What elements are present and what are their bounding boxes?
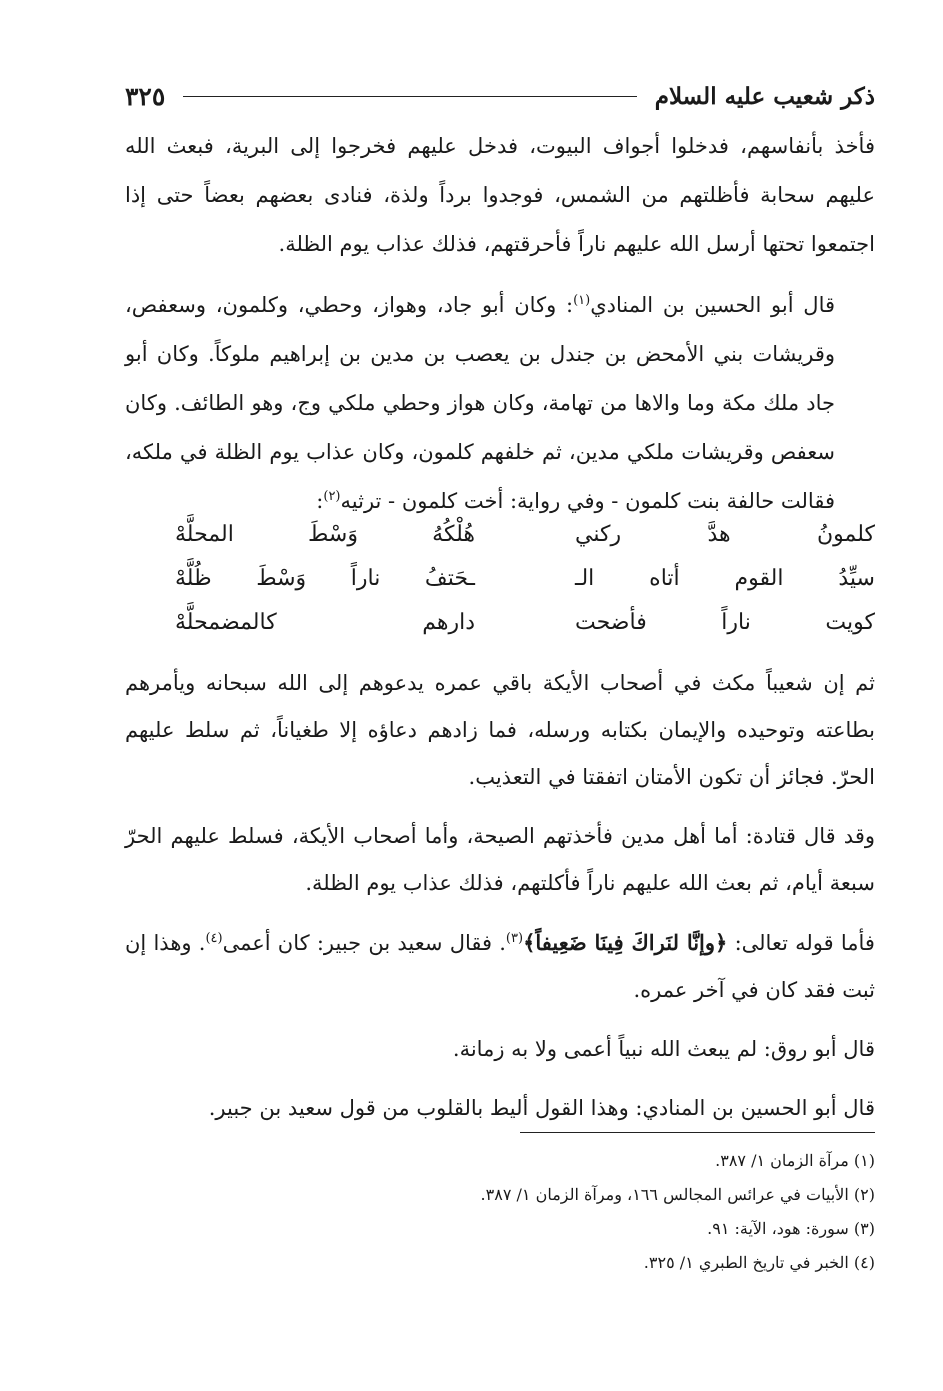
verse-first-hemistich: كويت ناراً فأضحت (575, 609, 875, 635)
poem-verse (175, 600, 875, 644)
footnote: (٢) الأبيات في عرائس المجالس ١٦٦، ومرآة الزمان ١/ ٣٨٧. (480, 1185, 875, 1204)
paragraph-2-part-a: قال أبو الحسين بن المنادي (590, 293, 836, 317)
footnote: (٣) سورة: هود، الآية: ٩١. (707, 1219, 875, 1238)
footnote-ref-2: (٢) (323, 489, 341, 504)
page-number: ٣٢٥ (125, 81, 166, 111)
paragraph-4: وقد قال قتادة: أما أهل مدين فأخذتهم الصيحة، وأما أصحاب الأيكة، فسلط عليهم الحرّ سبعة أيام، ثم بعث الله عليهم ناراً فأكلتهم، فذلك عذاب يوم الظلة. (125, 824, 875, 895)
paragraph-7: قال أبو الحسين بن المنادي: وهذا القول أليط بالقلوب من قول سعيد بن جبير. (208, 1096, 875, 1120)
footnotes (125, 1144, 875, 1280)
paragraph-5-part-c: . وهذا إن ثبت فقد كان في آخر عمره. (125, 931, 875, 1002)
footnote-separator (520, 1132, 875, 1133)
footnote-ref-1: (١) (573, 293, 591, 308)
verse-first-hemistich: كلمونُ هدَّ ركني (575, 521, 875, 547)
poem (175, 512, 875, 644)
page-header (125, 76, 875, 116)
verse-first-hemistich: سيِّدُ القوم أتاه الـ (575, 565, 875, 591)
paragraph-5-part-b: . فقال سعيد بن جبير: كان أعمى (222, 931, 506, 955)
footnote: (١) مرآة الزمان ١/ ٣٨٧. (715, 1151, 875, 1170)
paragraph-2 (125, 281, 875, 526)
paragraph-5-part-a: فأما قوله تعالى: (734, 931, 875, 955)
paragraph-6: قال أبو روق: لم يبعث الله نبياً أعمى ولا به زمانة. (452, 1037, 875, 1061)
main-text-top (125, 122, 875, 526)
paragraph-5 (125, 919, 875, 1014)
paragraph-3: ثم إن شعيباً مكث في أصحاب الأيكة باقي عمره يدعوهم إلى الله سبحانه ويأمرهم بطاعته وتوحيده والإيمان بكتابه ورسله، فما زادهم دعاؤه إلا طغياناً، ثم سلط عليهم الحرّ. فجائز أن تكون الأمتان اتفقتا في التعذيب. (125, 671, 875, 789)
verse-second-hemistich: هُلْكُهُ وَسْطَ المحلَّهْ (175, 521, 475, 547)
paragraph-2-part-b: : وكان أبو جاد، وهواز، وحطي، وكلمون، وسعفص، وقريشات بني الأمحض بن جندل بن يعصب بن مدين بن إبراهيم ملوكاً. وكان أبو جاد ملك مكة وما والاها من تهامة، وكان هواز وحطي ملكي وج، وهو الطائف. وكان سعفص وقريشات ملكي مدين، ثم خلفهم كلمون، وكان عذاب يوم الظلة في ملكه، فقالت حالفة بنت كلمون - وفي رواية: أخت كلمون - ترثيه (125, 293, 835, 513)
footnote: (٤) الخبر في تاريخ الطبري ١/ ٣٢٥. (643, 1253, 875, 1272)
poem-verse (175, 512, 875, 556)
quran-quote: ﴿وإنَّا لنَراكَ فِينَا ضَعِيفاً﴾ (523, 930, 728, 955)
main-text-bottom (125, 660, 875, 1132)
footnote-ref-4: (٤) (205, 931, 223, 946)
verse-second-hemistich: ـحَتفُ ناراً وَسْطَ ظُلَّهْ (175, 565, 475, 591)
footnote-ref-3: (٣) (505, 931, 524, 946)
header-rule (183, 96, 636, 97)
running-title: ذكر شعيب عليه السلام (654, 82, 875, 110)
paragraph-2-part-c: : (316, 489, 324, 513)
verse-second-hemistich: دارهم كالمضمحلَّهْ (175, 609, 475, 635)
paragraph-1: فأخذ بأنفاسهم، فدخلوا أجواف البيوت، فدخل عليهم فخرجوا إلى البرية، فبعث الله عليهم سحابة فأظلتهم من الشمس، فوجدوا برداً ولذة، فنادى بعضهم بعضاً حتى إذا اجتمعوا تحتها أرسل الله عليهم ناراً فأحرقتهم، فذلك عذاب يوم الظلة. (125, 134, 875, 256)
poem-verse (175, 556, 875, 600)
